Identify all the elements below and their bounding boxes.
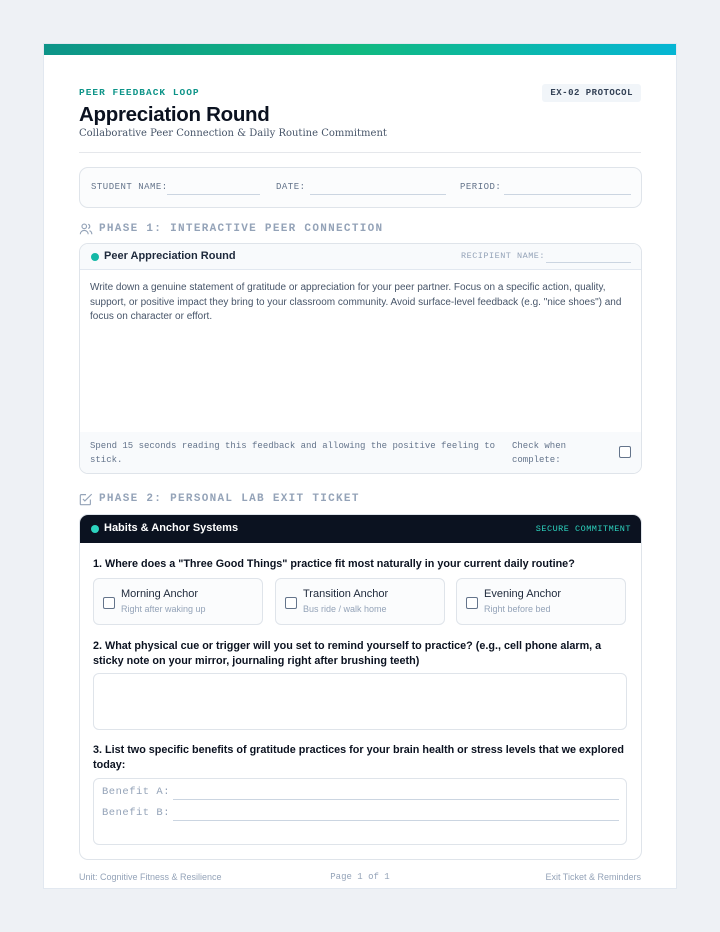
complete-checkbox[interactable] [619, 446, 631, 458]
question-2: 2. What physical cue or trigger will you set to remind yourself to practice? (e.g., cell phone alarm, a sticky note on your mirror, journaling right after brushing teeth) [93, 640, 602, 667]
recipient-name-label: RECIPIENT NAME: [461, 251, 546, 261]
card-footer [80, 432, 641, 473]
student-name-field[interactable] [167, 194, 260, 195]
reflection-note: Spend 15 seconds reading this feedback and allowing the positive feeling to stick. [90, 441, 496, 465]
footer-right-label: Exit Ticket & Reminders [545, 872, 641, 882]
status-dot [91, 525, 99, 533]
period-label: PERIOD: [460, 182, 502, 192]
eyebrow-label: PEER FEEDBACK LOOP [79, 87, 200, 98]
option-sublabel: Right before bed [484, 604, 551, 614]
date-field[interactable] [310, 194, 446, 195]
option-label: Transition Anchor [303, 588, 389, 600]
student-name-label: STUDENT NAME: [91, 182, 168, 192]
card-title: Peer Appreciation Round [104, 250, 236, 262]
complete-check-label: Check when complete: [512, 441, 567, 465]
period-field[interactable] [504, 194, 631, 195]
option-checkbox[interactable] [285, 597, 297, 609]
card-title: Habits & Anchor Systems [104, 522, 239, 534]
accent-gradient-bar [44, 44, 676, 55]
checkbox-edit-icon [79, 492, 93, 506]
habits-card [79, 514, 642, 860]
option-morning-anchor[interactable] [93, 578, 263, 625]
question-3: 3. List two specific benefits of gratitude practices for your brain health or stress levels that we explored today: [93, 744, 624, 771]
card-header [80, 244, 641, 270]
option-sublabel: Right after waking up [121, 604, 206, 614]
option-label: Morning Anchor [121, 588, 199, 600]
date-label: DATE: [276, 182, 306, 192]
phase1-heading [79, 222, 383, 236]
secure-commitment-badge: SECURE COMMITMENT [535, 524, 631, 534]
cue-answer-field[interactable] [93, 673, 627, 730]
option-sublabel: Bus ride / walk home [303, 604, 387, 614]
student-info-box [79, 167, 642, 208]
users-icon [79, 222, 93, 236]
question-1: 1. Where does a "Three Good Things" practice fit most naturally in your current daily routine? [93, 558, 575, 570]
option-evening-anchor[interactable] [456, 578, 626, 625]
option-checkbox[interactable] [103, 597, 115, 609]
option-label: Evening Anchor [484, 588, 562, 600]
phase2-label: PHASE 2: PERSONAL LAB EXIT TICKET [99, 493, 360, 505]
appreciation-writing-area[interactable] [90, 281, 635, 325]
recipient-name-field[interactable] [546, 262, 631, 263]
benefit-a-label: Benefit A: [102, 786, 171, 798]
benefit-a-field[interactable] [173, 799, 619, 800]
benefit-b-field[interactable] [173, 820, 619, 821]
protocol-badge: EX-02 PROTOCOL [542, 84, 641, 102]
peer-appreciation-card [79, 243, 642, 474]
page-subtitle: Collaborative Peer Connection & Daily Routine Commitment [79, 128, 387, 139]
benefit-b-label: Benefit B: [102, 807, 171, 819]
phase1-label: PHASE 1: INTERACTIVE PEER CONNECTION [99, 223, 384, 235]
worksheet-page [43, 43, 677, 889]
status-dot [91, 253, 99, 261]
benefits-box [93, 778, 627, 845]
card-header-dark [80, 515, 641, 543]
footer-page-number: Page 1 of 1 [330, 872, 390, 882]
phase2-heading [79, 492, 360, 506]
page-title: Appreciation Round [79, 103, 270, 126]
option-transition-anchor[interactable] [275, 578, 445, 625]
option-checkbox[interactable] [466, 597, 478, 609]
appreciation-instructions: Write down a genuine statement of gratitude or appreciation for your peer partner. Focus on a specific action, quality, support, or positive impact they bring to your classroom community. Avoid surface-level feedback (e.g. "nice shoes") and focus on character or effort. [90, 282, 622, 322]
header-divider [79, 152, 641, 153]
footer-unit: Unit: Cognitive Fitness & Resilience [79, 872, 222, 882]
